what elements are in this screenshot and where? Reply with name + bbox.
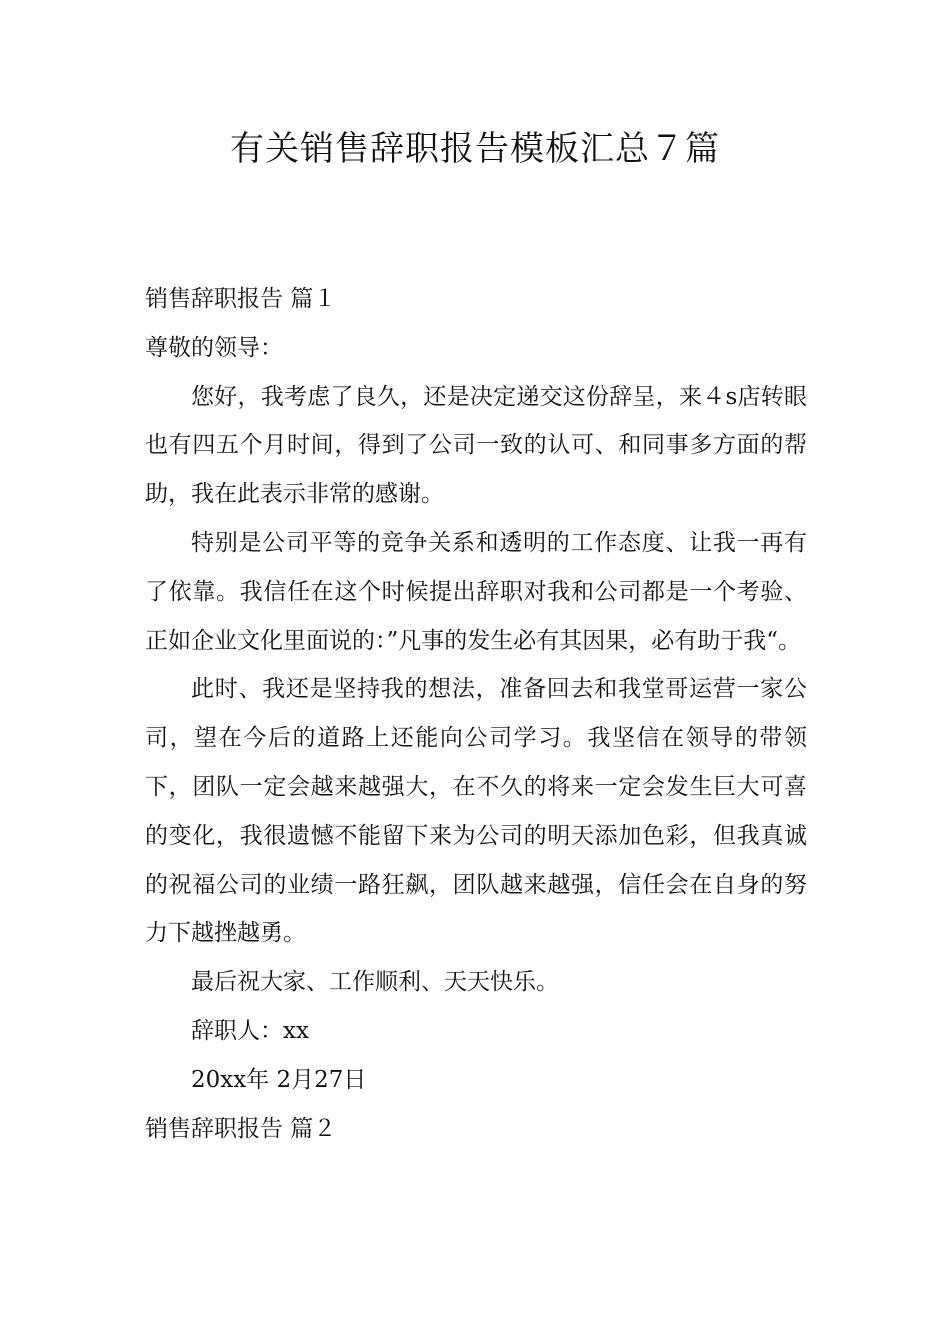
section-heading: 销售辞职报告 篇２ — [145, 1115, 337, 1142]
signer-line: 辞职人：xx — [191, 1017, 309, 1044]
document-body — [145, 275, 807, 1153]
document-title: 有关销售辞职报告模板汇总７篇 — [230, 129, 720, 169]
closing-paragraph: 最后祝大家、工作顺利、天天快乐。 — [191, 969, 559, 996]
body-paragraph: 您好，我考虑了良久，还是决定递交这份辞呈，来４s店转眼也有四五个月时间，得到了公司一致的认可、和同事多方面的帮助，我在此表示非常的感谢。 — [145, 383, 807, 508]
salutation: 尊敬的领导： — [145, 334, 283, 361]
section-heading: 销售辞职报告 篇１ — [145, 286, 337, 312]
body-paragraph: 此时、我还是坚持我的想法，准备回去和我堂哥运营一家公司，望在今后的道路上还能向公司学习。我坚信在领导的带领下，团队一定会越来越强大，在不久的将来一定会发生巨大可喜的变化，我很遗憾不能留下来为公司的明天添加色彩，但我真诚的祝福公司的业绩一路狂飙，团队越来越强，信任会在自身的努力下越挫越勇。 — [145, 676, 807, 947]
body-paragraph: 特别是公司平等的竞争关系和透明的工作态度、让我一再有了依靠。我信任在这个时候提出辞职对我和公司都是一个考验、正如企业文化里面说的：”凡事的发生必有其因果，必有助于我“。 — [145, 529, 807, 654]
date-line: 20xx年 2月27日 — [191, 1066, 367, 1093]
